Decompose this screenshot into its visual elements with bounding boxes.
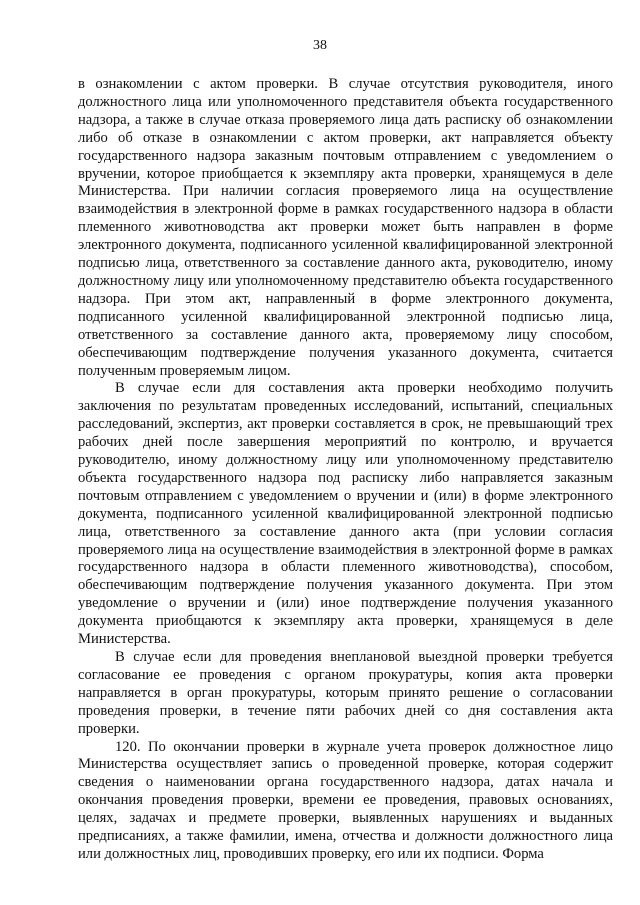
paragraph-120-inspection-log: 120. По окончании проверки в журнале учета проверок должностное лицо Министерства осуществляет запись о проведенной проверке, которая содержит сведения о наименовании органа государственного надзора, датах начала и окончания проведения проверки, времени ее проведения, правовых основаниях, целях, задачах и предмете проверки, выявленных нарушениях и выданных предписаниях, а также фамилии, имена, отчества и должности должностного лица или должностных лиц, проводивших проверку, его или их подписи. Форма [78,738,613,862]
paragraph-act-conclusions: В случае если для составления акта проверки необходимо получить заключения по результатам проведенных исследований, испытаний, специальных расследований, экспертиз, акт проверки составляется в срок, не превышающий трех рабочих дней после завершения мероприятий по контролю, и вручается руководителю, иному должностному лицу или уполномоченному представителю объекта государственного надзора под расписку либо направляется заказным почтовым отправлением с уведомлением о вручении и (или) в форме электронного документа, подписанного усиленной квалифицированной электронной подписью лица, ответственного за составление данного акта (при условии согласия проверяемого лица на осуществление взаимодействия в электронной форме в рамках государственного надзора в области племенного животноводства), способом, обеспечивающим подтверждение получения указанного документа. При этом уведомление о вручении и (или) иное подтверждение получения указанного документа приобщаются к экземпляру акта проверки, хранящемуся в деле Министерства. [78,380,613,648]
body-text [78,76,613,864]
paragraph-continuation: в ознакомлении с актом проверки. В случае отсутствия руководителя, иного должностного лица или уполномоченного представителя объекта государственного надзора, а также в случае отказа проверяемого лица дать расписку об ознакомлении либо об отказе в ознакомлении с актом проверки, акт направляется объекту государственного надзора заказным почтовым отправлением с уведомлением о вручении, которое приобщается к экземпляру акта проверки, хранящемуся в деле Министерства. При наличии согласия проверяемого лица на осуществление взаимодействия в электронной форме в рамках государственного надзора в области племенного животноводства акт проверки может быть направлен в форме электронного документа, подписанного усиленной квалифицированной электронной подписью лица, ответственного за составление данного акта, руководителю, иному должностному лицу или уполномоченному представителю объекта государственного надзора. При этом акт, направленный в форме электронного документа, подписанного усиленной квалифицированной электронной подписью лица, ответственного за составление данного акта, проверяемому лицу способом, обеспечивающим подтверждение получения указанного документа, считается полученным проверяемым лицом. [78,76,613,379]
paragraph-prosecutor-agreement: В случае если для проведения внеплановой выездной проверки требуется согласование ее проведения с органом прокуратуры, копия акта проверки направляется в орган прокуратуры, которым принято решение о согласовании проведения проверки, в течение пяти рабочих дней со дня составления акта проверки. [78,649,613,737]
page-number: 38 [313,38,327,53]
